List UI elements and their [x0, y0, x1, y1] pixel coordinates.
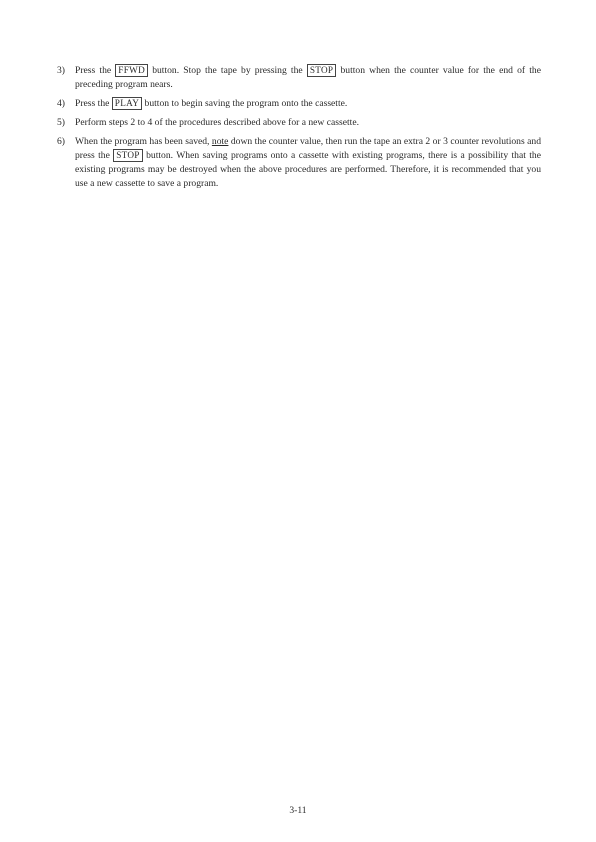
step-number: 6): [57, 136, 65, 147]
text-run: Perform steps 2 to 4 of the procedures described above for a new cassette.: [75, 117, 359, 128]
step-item: [57, 97, 541, 111]
step-number: 4): [57, 98, 65, 109]
text-run: button. Stop the tape by pressing the: [148, 65, 307, 76]
text-run: down the counter value, then run the tape an extra 2 or 3 counter revolutions and press the: [75, 136, 541, 161]
text-run: button to begin saving the program onto the cassette.: [142, 98, 348, 109]
step-item: [57, 64, 541, 92]
page-number: 3-11: [289, 805, 307, 816]
text-run: button. When saving programs onto a cassette with existing programs, there is a possibility that the existing programs may be destroyed when the above procedures are performed. Therefore, it is recommended that you use a new cassette to save a program.: [75, 150, 541, 189]
step-number: 5): [57, 117, 65, 128]
key-label-play: PLAY: [112, 97, 142, 110]
step-number: 3): [57, 65, 65, 76]
step-text: [75, 64, 541, 92]
key-label-stop: STOP: [113, 149, 143, 162]
step-text: [75, 135, 541, 191]
text-run: When the program has been saved,: [75, 136, 212, 147]
key-label-stop: STOP: [307, 64, 337, 77]
text-run: button when the counter value for the end of the preceding program nears.: [75, 65, 541, 90]
underlined-text: note: [211, 136, 229, 147]
step-item: [57, 135, 541, 191]
step-text: [75, 97, 541, 111]
step-text: [75, 116, 541, 130]
text-run: Press the: [75, 98, 112, 109]
step-item: [57, 116, 541, 130]
key-label-ffwd: FFWD: [115, 64, 148, 77]
text-run: Press the: [75, 65, 116, 76]
procedure-steps: [57, 64, 541, 196]
